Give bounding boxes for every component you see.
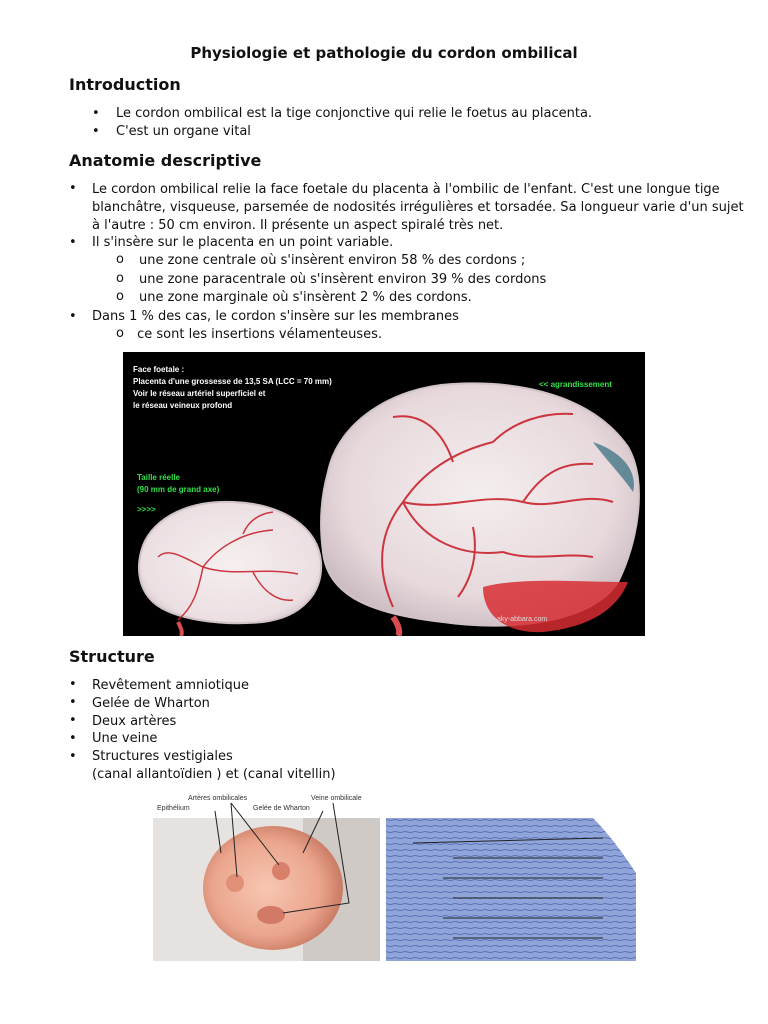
bullet-icon: • (69, 695, 77, 710)
arrow-label: >>>> (137, 505, 156, 514)
bullet-icon: • (69, 181, 77, 196)
enlarge-label: << agrandissement (539, 380, 612, 389)
sub-list-item: une zone paracentrale où s'insèrent environ 39 % des cordons (139, 272, 547, 287)
section-heading-introduction: Introduction (69, 75, 181, 94)
sub-list-item: ce sont les insertions vélamenteuses. (133, 327, 383, 342)
section-heading-structure: Structure (69, 647, 155, 666)
list-item: Gelée de Wharton (92, 696, 210, 711)
sub-bullet-icon: o (116, 289, 124, 304)
sub-bullet-icon: o (116, 252, 124, 267)
real-size-label: (90 mm de grand axe) (137, 485, 220, 494)
figure-label: Epithélium (157, 805, 190, 812)
bullet-icon: • (69, 713, 77, 728)
paragraph-line: à l'autre : 50 cm environ. Il présente un aspect spiralé très net. (92, 218, 504, 233)
bullet-icon: • (69, 309, 77, 324)
cord-section-figure (153, 793, 636, 961)
figure-caption-line: Placenta d'une grossesse de 13,5 SA (LCC = 70 mm) (133, 377, 332, 386)
figure-caption-line: le réseau veineux profond (133, 401, 233, 410)
list-item: Une veine (92, 731, 158, 746)
real-size-label: Taille réelle (137, 473, 180, 482)
section-heading-anatomie: Anatomie descriptive (69, 151, 262, 170)
sub-bullet-icon: o (116, 271, 124, 286)
list-item: Deux artères (92, 714, 177, 729)
bullet-icon: • (92, 124, 100, 139)
list-item: Dans 1 % des cas, le cordon s'insère sur les membranes (92, 309, 459, 324)
watermark: aky-abbara.com (497, 616, 548, 623)
list-item: Structures vestigiales (92, 749, 233, 764)
page-title: Physiologie et pathologie du cordon ombilical (190, 44, 578, 62)
list-item: Revêtement amniotique (92, 678, 249, 693)
list-item: Le cordon ombilical est la tige conjonctive qui relie le foetus au placenta. (116, 106, 593, 121)
sub-bullet-icon: o (116, 326, 124, 341)
figure-caption-line: Voir le réseau artériel superficiel et (133, 389, 266, 398)
figure-label: Veine ombilicale (311, 795, 362, 802)
sub-list-item: une zone centrale où s'insèrent environ 58 % des cordons ; (139, 253, 526, 268)
list-item: C'est un organe vital (116, 124, 251, 139)
cord-section-illustration (153, 793, 636, 961)
list-item-continuation: (canal allantoïdien ) et (canal vitellin) (92, 767, 336, 782)
figure-label: Gelée de Wharton (253, 805, 310, 812)
placenta-figure (123, 352, 645, 636)
bullet-icon: • (69, 235, 77, 250)
bullet-icon: • (69, 677, 77, 692)
bullet-icon: • (92, 106, 100, 121)
paragraph-line: Le cordon ombilical relie la face foetale du placenta à l'ombilic de l'enfant. C'est une longue tige (92, 182, 720, 197)
bullet-icon: • (69, 731, 77, 746)
paragraph-line: blanchâtre, visqueuse, parsemée de nodosités irrégulières et torsadée. Sa longueur varie d'un sujet (92, 200, 744, 215)
figure-label: Artères ombilicales (188, 795, 248, 802)
figure-caption-line: Face foetale : (133, 365, 185, 374)
sub-list-item: une zone marginale où s'insèrent 2 % des cordons. (139, 290, 472, 305)
list-item: Il s'insère sur le placenta en un point variable. (92, 235, 394, 250)
bullet-icon: • (69, 749, 77, 764)
